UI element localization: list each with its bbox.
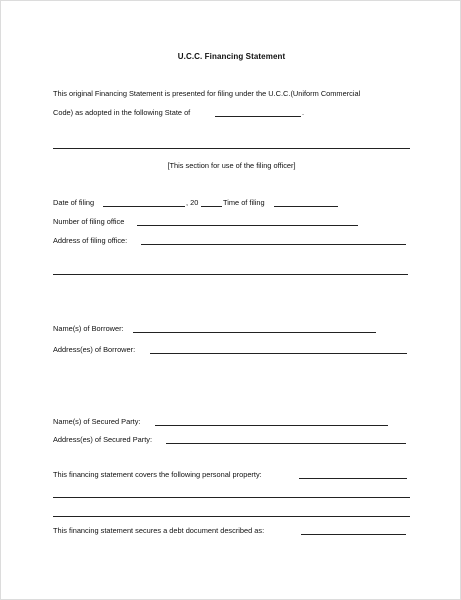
date-of-filing-label: Date of filing <box>53 198 95 207</box>
separator-line <box>53 148 410 149</box>
officer-note: [This section for use of the filing officer] <box>167 161 296 170</box>
secured-address-label: Address(es) of Secured Party: <box>53 435 152 444</box>
secured-name-label: Name(s) of Secured Party: <box>53 417 141 426</box>
date-of-filing-field[interactable] <box>103 206 185 207</box>
document-title: U.C.C. Financing Statement <box>177 52 286 61</box>
number-filing-office-field[interactable] <box>137 225 358 226</box>
state-field-line[interactable] <box>215 116 301 117</box>
property-field-line[interactable] <box>53 516 410 517</box>
separator-line <box>53 274 408 275</box>
time-of-filing-label: Time of filing <box>223 198 265 207</box>
borrower-address-label: Address(es) of Borrower: <box>53 345 136 354</box>
borrower-name-field[interactable] <box>133 332 376 333</box>
secured-name-field[interactable] <box>155 425 388 426</box>
property-field-line[interactable] <box>53 497 410 498</box>
address-filing-office-label: Address of filing office: <box>53 236 128 245</box>
intro-line-2-suffix: . <box>302 108 305 117</box>
address-filing-office-field[interactable] <box>141 244 406 245</box>
year-prefix: , 20 <box>186 198 199 207</box>
intro-line-2-prefix: Code) as adopted in the following State of <box>53 108 191 117</box>
secured-address-field[interactable] <box>166 443 406 444</box>
debt-label: This financing statement secures a debt document described as: <box>53 526 265 535</box>
intro-line-1: This original Financing Statement is presented for filing under the U.C.C.(Uniform Commercial <box>53 89 361 98</box>
property-field[interactable] <box>299 478 407 479</box>
year-field[interactable] <box>201 206 222 207</box>
number-filing-office-label: Number of filing office <box>53 217 125 226</box>
property-label: This financing statement covers the following personal property: <box>53 470 262 479</box>
borrower-address-field[interactable] <box>150 353 407 354</box>
time-of-filing-field[interactable] <box>274 206 338 207</box>
borrower-name-label: Name(s) of Borrower: <box>53 324 124 333</box>
debt-field[interactable] <box>301 534 406 535</box>
